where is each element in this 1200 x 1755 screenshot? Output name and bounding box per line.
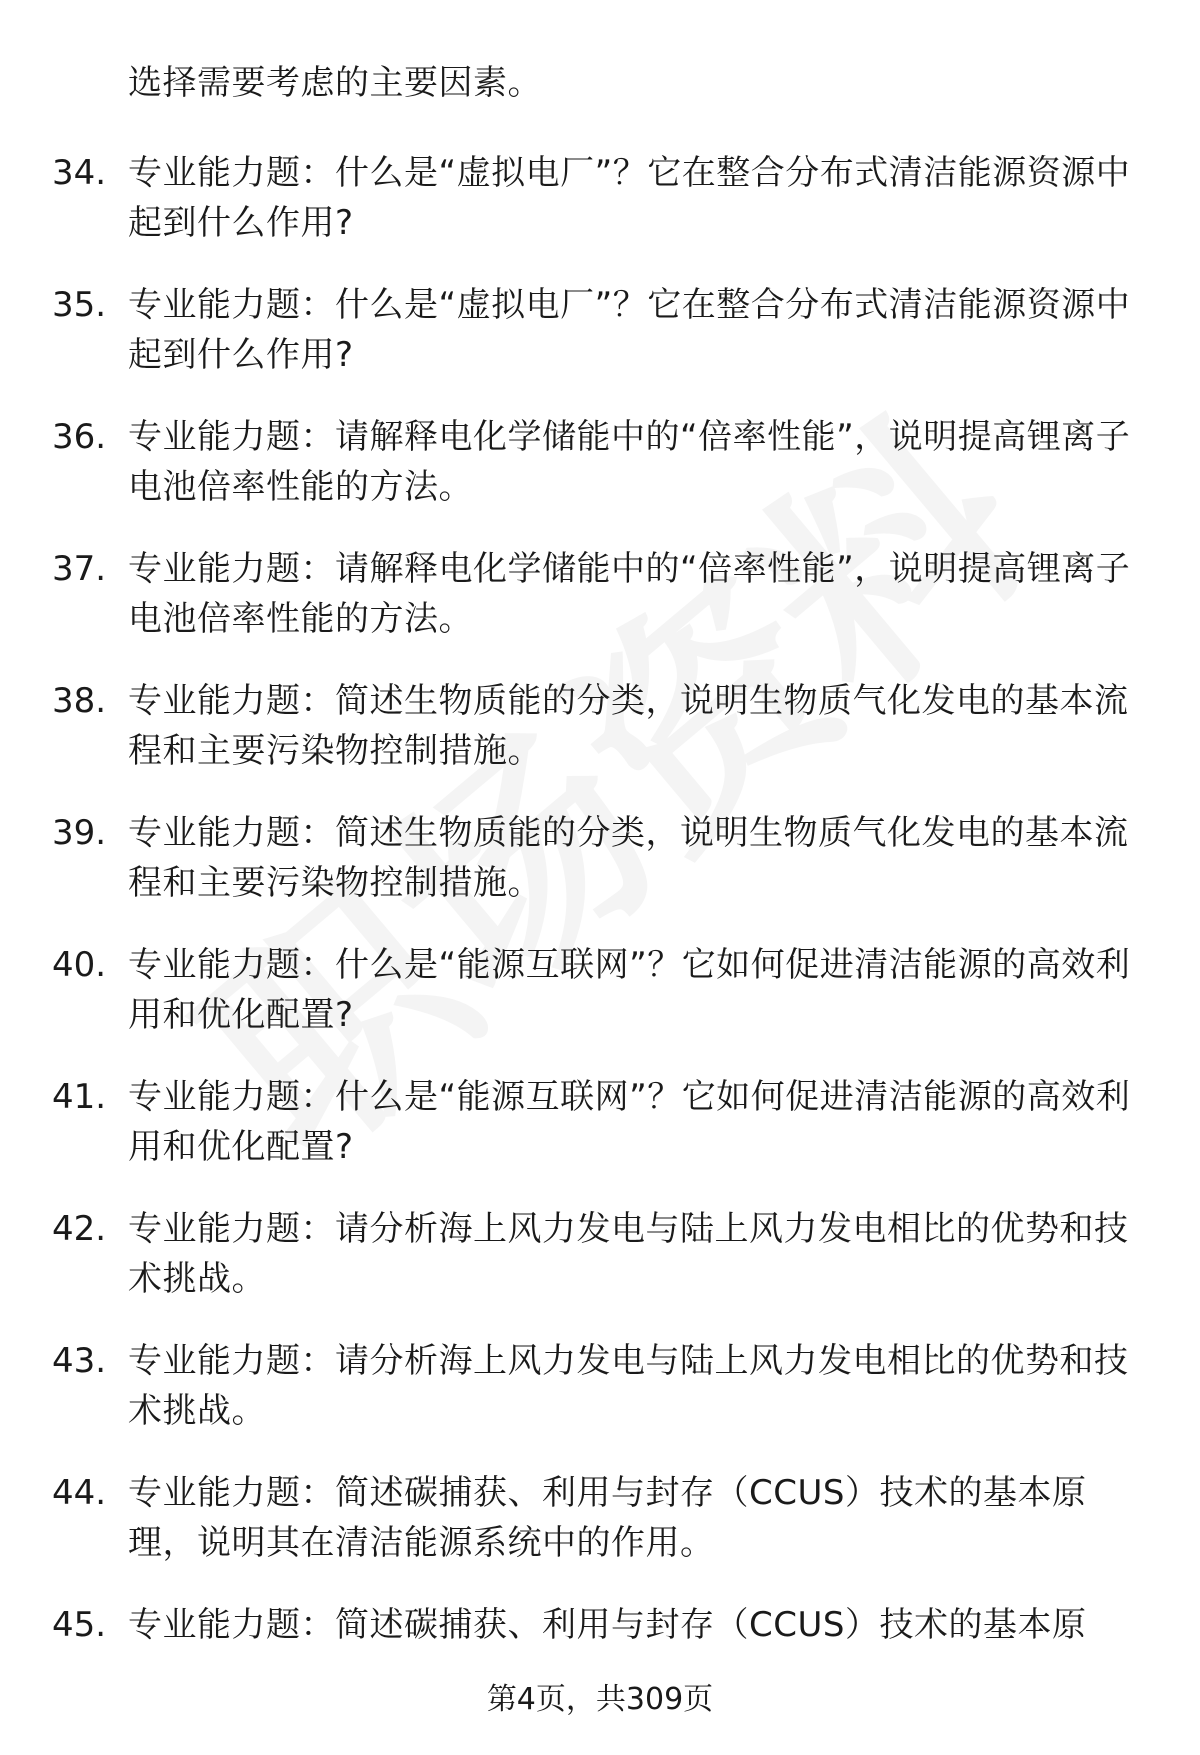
question-number: 45. bbox=[52, 1605, 107, 1645]
question-number: 35. bbox=[52, 285, 107, 325]
question-number: 42. bbox=[52, 1209, 107, 1249]
question-text: 专业能力题：简述生物质能的分类，说明生物质气化发电的基本流程和主要污染物控制措施。 bbox=[128, 681, 1129, 771]
question-text: 专业能力题：什么是“虚拟电厂”？它在整合分布式清洁能源资源中起到什么作用? bbox=[128, 285, 1131, 375]
question-item bbox=[0, 1468, 1200, 1600]
question-text: 专业能力题：简述碳捕获、利用与封存（CCUS）技术的基本原 bbox=[128, 1605, 1087, 1645]
question-item bbox=[0, 280, 1200, 412]
continuation-text: 选择需要考虑的主要因素。 bbox=[128, 63, 542, 103]
question-item bbox=[0, 1336, 1200, 1468]
question-number: 39. bbox=[52, 813, 107, 853]
page-footer: 第4页，共309页 bbox=[486, 1682, 714, 1717]
question-item bbox=[0, 148, 1200, 280]
question-text: 专业能力题：什么是“能源互联网”？它如何促进清洁能源的高效利用和优化配置? bbox=[128, 945, 1131, 1035]
question-text: 专业能力题：什么是“虚拟电厂”？它在整合分布式清洁能源资源中起到什么作用? bbox=[128, 153, 1131, 243]
question-list bbox=[0, 148, 1200, 1732]
question-text: 专业能力题：请解释电化学储能中的“倍率性能”，说明提高锂离子电池倍率性能的方法。 bbox=[128, 417, 1131, 507]
question-item bbox=[0, 412, 1200, 544]
question-text: 专业能力题：什么是“能源互联网”？它如何促进清洁能源的高效利用和优化配置? bbox=[128, 1077, 1131, 1167]
question-number: 37. bbox=[52, 549, 107, 589]
question-item bbox=[0, 544, 1200, 676]
question-item bbox=[0, 676, 1200, 808]
question-item bbox=[0, 808, 1200, 940]
question-number: 34. bbox=[52, 153, 107, 193]
question-number: 41. bbox=[52, 1077, 107, 1117]
question-text: 专业能力题：请解释电化学储能中的“倍率性能”，说明提高锂离子电池倍率性能的方法。 bbox=[128, 549, 1131, 639]
question-text: 专业能力题：简述生物质能的分类，说明生物质气化发电的基本流程和主要污染物控制措施。 bbox=[128, 813, 1129, 903]
question-text: 专业能力题：简述碳捕获、利用与封存（CCUS）技术的基本原理，说明其在清洁能源系统中的作用。 bbox=[128, 1473, 1087, 1563]
question-item bbox=[0, 1204, 1200, 1336]
question-number: 36. bbox=[52, 417, 107, 457]
question-number: 38. bbox=[52, 681, 107, 721]
question-item bbox=[0, 940, 1200, 1072]
question-number: 43. bbox=[52, 1341, 107, 1381]
question-number: 44. bbox=[52, 1473, 107, 1513]
question-number: 40. bbox=[52, 945, 107, 985]
question-text: 专业能力题：请分析海上风力发电与陆上风力发电相比的优势和技术挑战。 bbox=[128, 1209, 1129, 1299]
question-item bbox=[0, 1072, 1200, 1204]
question-text: 专业能力题：请分析海上风力发电与陆上风力发电相比的优势和技术挑战。 bbox=[128, 1341, 1129, 1431]
